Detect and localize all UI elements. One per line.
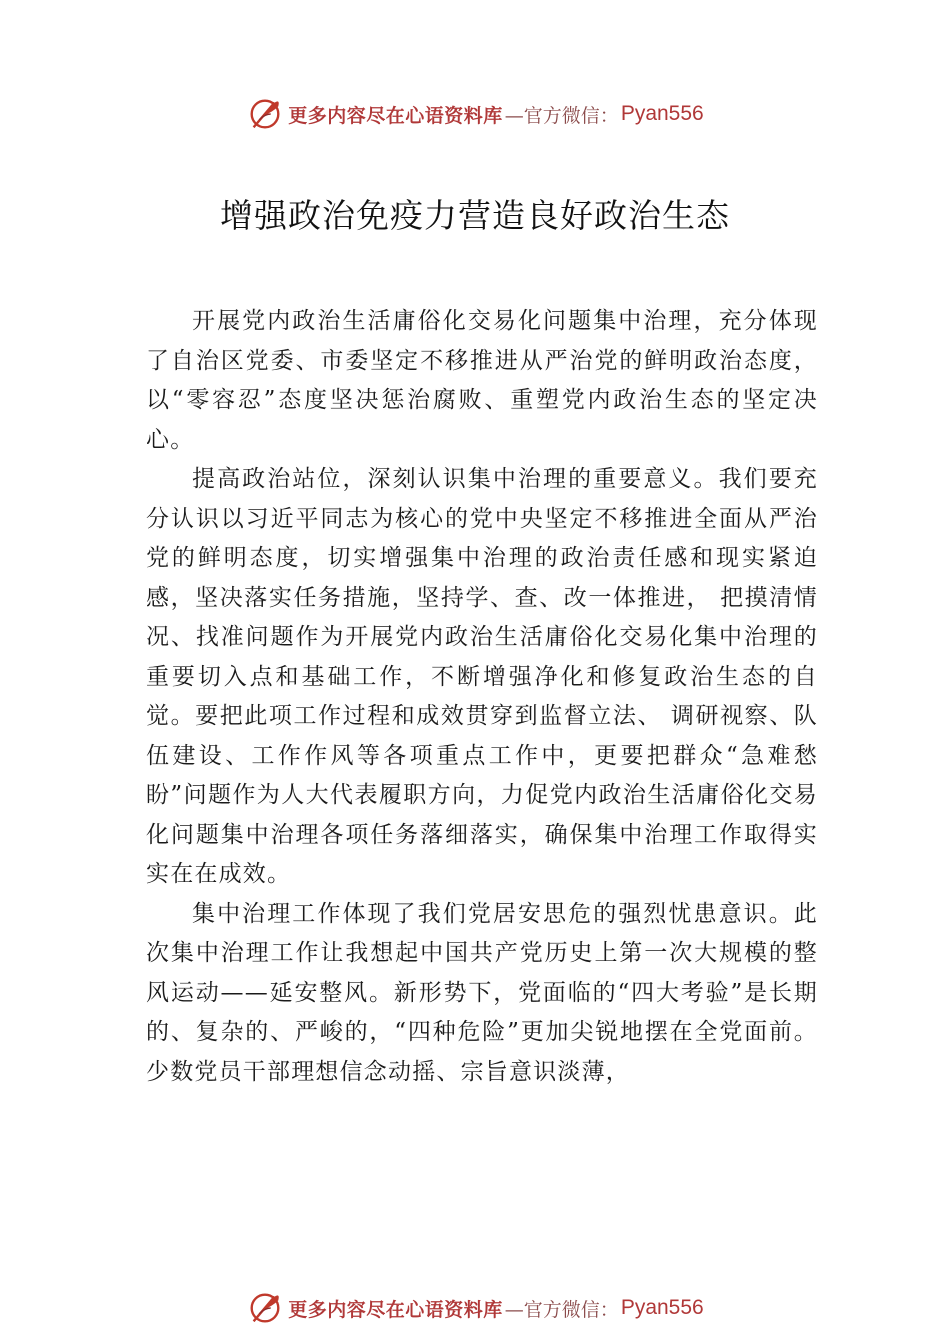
paragraph: 开展党内政治生活庸俗化交易化问题集中治理，充分体现了自治区党委、市委坚定不移推进从严治党的鲜明政治态度，以“零容忍”态度坚决惩治腐败、重塑党内政治生态的坚定决心。 bbox=[146, 308, 818, 453]
paragraph: 集中治理工作体现了我们党居安思危的强烈忧患意识。此次集中治理工作让我想起中国共产党历史上第一次大规模的整风运动——延安整风。新形势下，党面临的“四大考验”是长期的、复杂的、严峻的，“四种危险”更加尖锐地摆在全党面前。少数党员干部理想信念动摇、宗旨意识淡薄， bbox=[146, 900, 818, 1085]
watermark-wechat-id: Pyan556 bbox=[620, 102, 704, 125]
document-title: 增强政治免疫力营造良好政治生态 bbox=[220, 196, 730, 235]
paragraph: 提高政治站位，深刻认识集中治理的重要意义。我们要充分认识以习近平同志为核心的党中央坚定不移推进全面从严治党的鲜明态度，切实增强集中治理的政治责任感和现实紧迫感，坚决落实任务措施，坚持学、查、改一体推进， 把摸清情况、找准问题作为开展党内政治生活庸俗化交易化集中治理的重要切入点和基础工作，不断增强净化和修复政治生态的自觉。要把此项工作过程和成效贯穿到监督立法、 调研视察、队伍建设、工作作风等各项重点工作中，更要把群众“急难愁盼”问题作为人大代表履职方向，力促党内政治生活庸俗化交易化问题集中治理各项任务落细落实，确保集中治理工作取得实实在在成效。 bbox=[146, 466, 818, 887]
watermark-dash-text: —官方微信： bbox=[504, 104, 619, 127]
quill-logo-icon bbox=[246, 95, 284, 133]
watermark-site-text: 更多内容尽在心语资料库 bbox=[288, 1298, 503, 1321]
document-body bbox=[146, 302, 818, 1092]
header-watermark bbox=[0, 92, 950, 136]
watermark-dash-text: —官方微信： bbox=[504, 1298, 619, 1321]
watermark-site-text: 更多内容尽在心语资料库 bbox=[288, 104, 503, 127]
quill-logo-icon bbox=[246, 1289, 284, 1327]
watermark-wechat-id: Pyan556 bbox=[620, 1296, 704, 1319]
footer-watermark bbox=[0, 1286, 950, 1330]
